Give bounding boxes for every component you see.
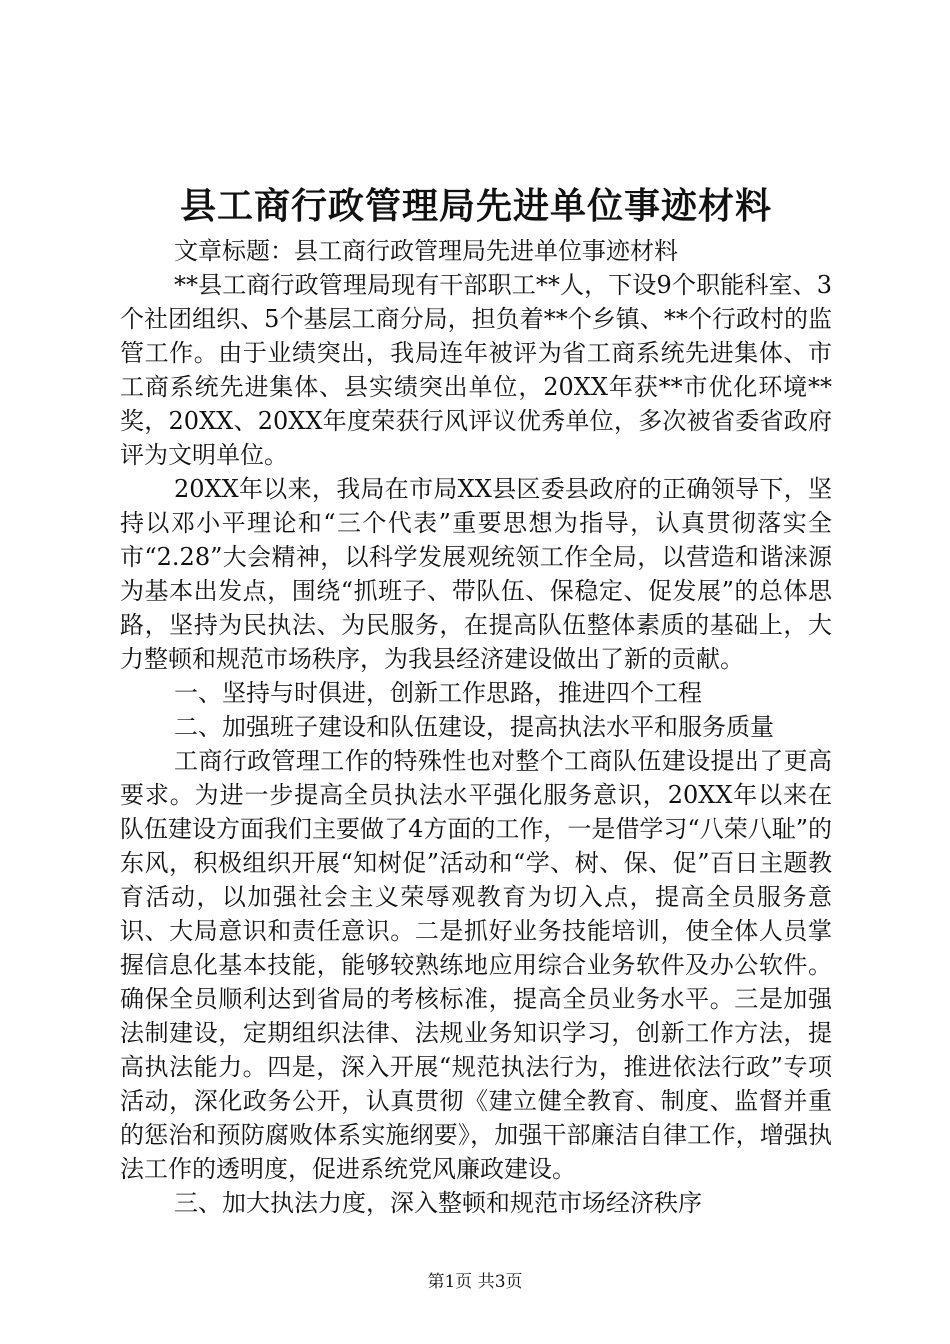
document-title: 县工商行政管理局先进单位事迹材料 xyxy=(179,185,772,227)
section-heading-1: 一、坚持与时俱进，创新工作思路，推进四个工程 xyxy=(174,679,702,707)
paragraph-team-building: 工商行政管理工作的特殊性也对整个工商队伍建设提出了更高要求。为进一步提高全员执法水平强化服务意识，20XX年以来在队伍建设方面我们主要做了4方面的工作，一是借学习“八荣八耻”的东风，积极组织开展“知树促”活动和“学、树、保、促”百日主题教育活动，以加强社会主义荣辱观教育为切入点，提高全员服务意识、大局意识和责任意识。二是抓好业务技能培训，使全体人员掌握信息化基本技能，能够较熟练地应用综合业务软件及办公软件。确保全员顺利达到省局的考核标准，提高全员业务水平。三是加强法制建设，定期组织法律、法规业务知识学习，创新工作方法，提高执法能力。四是，深入开展“规范执法行为，推进依法行政”专项活动，深化政务公开，认真贯彻《建立健全教育、制度、监督并重的惩治和预防腐败体系实施纲要》，加强干部廉洁自律工作，增强执法工作的透明度，促进系统党风廉政建设。 xyxy=(120,747,832,1183)
paragraph-article-title: 文章标题：县工商行政管理局先进单位事迹材料 xyxy=(174,237,678,265)
document-page xyxy=(120,180,832,1220)
paragraph-overview: 20XX年以来，我局在市局XX县区委县政府的正确领导下，坚持以邓小平理论和“三个代表”重要思想为指导，认真贯彻落实全市“2.28”大会精神，以科学发展观统领工作全局，以营造和谐涞源为基本出发点，围绕“抓班子、带队伍、保稳定、促发展”的总体思路，坚持为民执法、为民服务，在提高队伍整体素质的基础上，大力整顿和规范市场秩序，为我县经济建设做出了新的贡献。 xyxy=(120,475,832,673)
page-footer: 第1页 共3页 xyxy=(427,1272,523,1292)
section-heading-3: 三、加大执法力度，深入整顿和规范市场经济秩序 xyxy=(174,1189,702,1217)
paragraph-intro: **县工商行政管理局现有干部职工**人，下设9个职能科室、3个社团组织、5个基层工商分局，担负着**个乡镇、**个行政村的监管工作。由于业绩突出，我局连年被评为省工商系统先进集体、市工商系统先进集体、县实绩突出单位，20XX年获**市优化环境**奖，20XX、20XX年度荣获行风评议优秀单位，多次被省委省政府评为文明单位。 xyxy=(120,271,832,469)
section-heading-2: 二、加强班子建设和队伍建设，提高执法水平和服务质量 xyxy=(174,713,774,741)
